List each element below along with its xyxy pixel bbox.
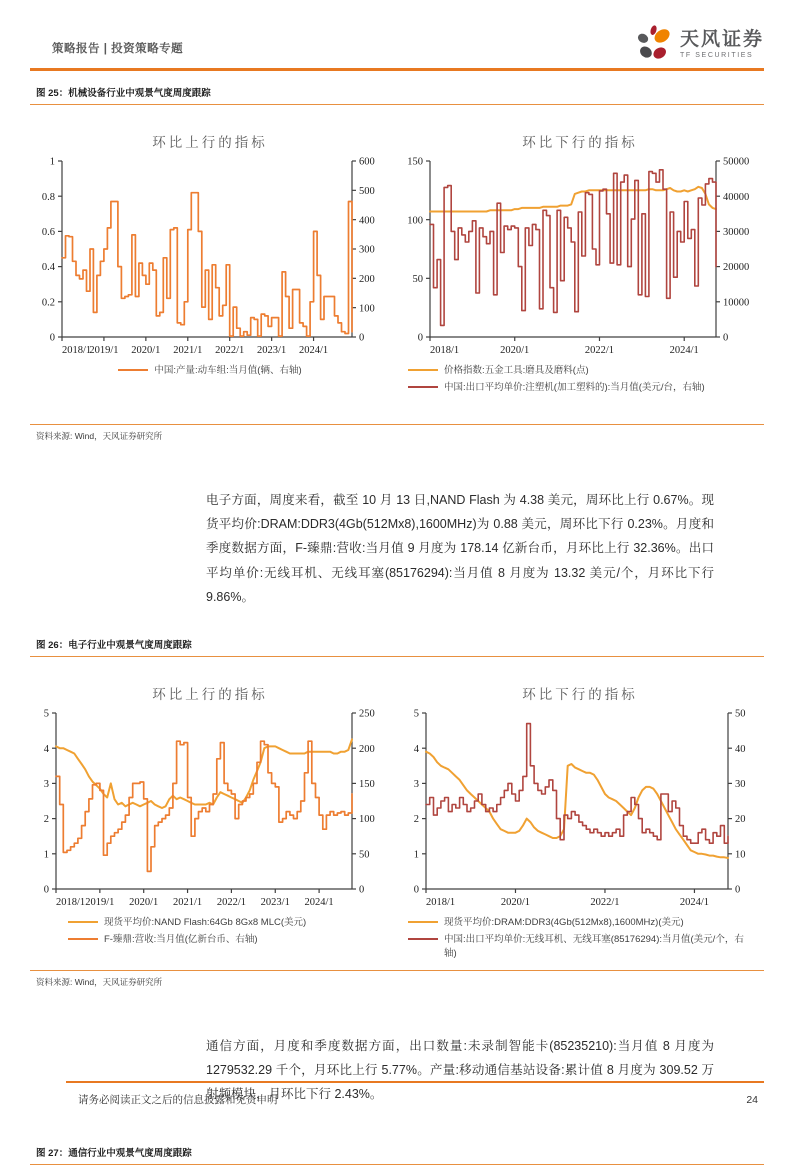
- logo-text: [680, 30, 764, 59]
- svg-text:250: 250: [359, 709, 375, 721]
- legend-swatch: [408, 921, 438, 923]
- logo-name-cn: 天风证券: [679, 28, 764, 50]
- chart-machinery-up: [32, 153, 388, 361]
- svg-text:100: 100: [359, 303, 375, 315]
- svg-text:1: 1: [49, 156, 55, 168]
- svg-text:0: 0: [417, 332, 423, 344]
- svg-text:2023/1: 2023/1: [257, 345, 287, 356]
- svg-text:500: 500: [359, 185, 375, 197]
- chart-electronics-down: [398, 705, 762, 913]
- svg-text:0: 0: [723, 332, 729, 344]
- paragraph-electronics: 电子方面，周度来看，截至 10 月 13 日,NAND Flash 为 4.38 美元，周环比上行 0.67%。现货平均价:DRAM:DDR3(4Gb(512Mx8),1600MHz)为 0.88 美元，周环比下行 0.23%。月度和季度数据方面，F-臻鼎:营收:当月值 9 月度为 178.14 亿新台币，月环比上行 32.36%。出口平均单价:无线耳机、无线耳塞(85176294):当月值 8 月度为 13.32 美元/个，月环比下行 9.86%。: [206, 492, 714, 605]
- chart-machinery-down: [398, 153, 762, 361]
- svg-text:0.8: 0.8: [41, 191, 55, 203]
- chart-electronics-down-box: [398, 683, 762, 963]
- svg-text:10000: 10000: [723, 297, 750, 309]
- svg-text:50000: 50000: [723, 156, 750, 168]
- legend-label: 中国:产量:动车组:当月值(辆、右轴): [154, 365, 302, 376]
- report-type-title: 策略报告 | 投资策略专题: [52, 43, 184, 55]
- chart-legend: [68, 916, 388, 950]
- figure-27-caption: 图 27：通信行业中观景气度周度跟踪: [30, 1143, 764, 1165]
- svg-text:0: 0: [359, 885, 365, 897]
- svg-text:40: 40: [735, 744, 746, 756]
- paragraph-communications: 通信方面，月度和季度数据方面，出口数量:未录制智能卡(85235210):当月值 8 月度为 1279532.29 千个，月环比上行 5.77%。产量:移动通信基站设备:累计值 8 月度为 309.52 万射频模块，月环比下行 2.43%。: [206, 1038, 714, 1102]
- figure-25-source: 资料来源: Wind，天风证券研究所: [30, 424, 764, 442]
- svg-text:2019/1: 2019/1: [89, 345, 119, 356]
- svg-text:2018/1: 2018/1: [56, 897, 86, 909]
- svg-text:30: 30: [735, 779, 746, 791]
- svg-text:50: 50: [412, 273, 423, 285]
- chart-electronics-up: [32, 705, 388, 913]
- legend-swatch: [408, 369, 438, 371]
- svg-text:30000: 30000: [723, 227, 750, 238]
- tf-securities-logo: [635, 24, 764, 66]
- svg-text:2024/1: 2024/1: [669, 345, 699, 356]
- chart-title: 环比下行的指标: [522, 135, 638, 150]
- legend-item: [68, 933, 388, 947]
- svg-text:4: 4: [413, 744, 419, 756]
- legend-swatch: [408, 938, 438, 940]
- figure-25-caption: 图 25：机械设备行业中观景气度周度跟踪: [30, 83, 764, 105]
- svg-text:2023/1: 2023/1: [260, 897, 290, 909]
- legend-label: 现货平均价:DRAM:DDR3(4Gb(512Mx8),1600MHz)(美元): [444, 917, 684, 929]
- figure-25-charts: [30, 131, 764, 398]
- legend-label: 现货平均价:NAND Flash:64Gb 8Gx8 MLC(美元): [104, 917, 307, 929]
- svg-text:2024/1: 2024/1: [679, 897, 710, 909]
- svg-text:2022/1: 2022/1: [584, 345, 615, 356]
- legend-item: [408, 364, 762, 378]
- legend-item: [408, 381, 762, 395]
- chart-legend: [408, 916, 762, 963]
- svg-text:100: 100: [407, 215, 423, 227]
- svg-text:3: 3: [43, 779, 49, 791]
- svg-text:200: 200: [359, 273, 375, 285]
- legend-item: [68, 916, 388, 930]
- svg-text:40000: 40000: [723, 191, 750, 203]
- svg-text:3: 3: [413, 779, 419, 791]
- svg-text:2024/1: 2024/1: [304, 897, 334, 909]
- svg-text:2019/1: 2019/1: [85, 897, 115, 909]
- chart-title: 环比下行的指标: [522, 687, 638, 703]
- svg-text:1: 1: [43, 849, 49, 861]
- svg-text:0: 0: [49, 332, 55, 344]
- svg-text:1: 1: [413, 849, 419, 861]
- svg-text:0.4: 0.4: [41, 262, 55, 274]
- svg-text:4: 4: [43, 744, 49, 756]
- chart-machinery-down-box: [398, 131, 762, 398]
- svg-text:2022/1: 2022/1: [216, 897, 246, 909]
- legend-label: 中国:出口平均单价:无线耳机、无线耳塞(85176294):当月值(美元/个，右轴): [444, 934, 744, 959]
- svg-text:20: 20: [735, 814, 746, 826]
- svg-text:5: 5: [43, 709, 49, 721]
- svg-text:2020/1: 2020/1: [131, 345, 161, 356]
- svg-text:400: 400: [359, 215, 375, 227]
- svg-text:0: 0: [359, 332, 365, 344]
- svg-text:2021/1: 2021/1: [173, 345, 203, 356]
- page-footer: [30, 1081, 764, 1107]
- page-number: 24: [746, 1094, 758, 1106]
- legend-label: F-臻鼎:营收:当月值(亿新台币、右轴): [104, 934, 258, 946]
- tf-logo-flower-icon: [635, 24, 673, 64]
- figure-26-source: 资料来源: Wind，天风证券研究所: [30, 970, 764, 988]
- chart-legend: [408, 364, 762, 398]
- svg-text:150: 150: [359, 779, 375, 791]
- legend-item: [32, 364, 388, 378]
- svg-text:0.6: 0.6: [41, 227, 55, 238]
- svg-text:2020/1: 2020/1: [500, 897, 531, 909]
- logo-name-en: TF SECURITIES: [679, 51, 754, 59]
- legend-label: 价格指数:五金工具:磨具及磨料(点): [444, 365, 589, 376]
- svg-text:0: 0: [413, 885, 419, 897]
- svg-text:2: 2: [43, 814, 49, 826]
- svg-text:150: 150: [407, 156, 423, 168]
- svg-text:300: 300: [359, 244, 375, 256]
- chart-title: 环比上行的指标: [152, 687, 268, 703]
- svg-text:2020/1: 2020/1: [129, 897, 159, 909]
- legend-item: [408, 933, 762, 961]
- svg-text:2: 2: [413, 814, 419, 826]
- figure-26-charts: [30, 683, 764, 963]
- svg-text:50: 50: [735, 709, 746, 721]
- svg-text:2018/1: 2018/1: [426, 897, 456, 909]
- svg-text:10: 10: [735, 849, 746, 861]
- svg-text:600: 600: [359, 156, 375, 168]
- svg-text:2020/1: 2020/1: [500, 345, 530, 356]
- legend-swatch: [68, 938, 98, 940]
- svg-text:0: 0: [43, 885, 49, 897]
- chart-electronics-up-box: [32, 683, 388, 963]
- legend-swatch: [68, 921, 98, 923]
- figure-26-caption: 图 26：电子行业中观景气度周度跟踪: [30, 635, 764, 657]
- svg-text:100: 100: [359, 814, 375, 826]
- legend-item: [408, 916, 762, 930]
- svg-text:20000: 20000: [723, 262, 750, 274]
- svg-text:2022/1: 2022/1: [215, 345, 245, 356]
- chart-legend: [32, 364, 388, 381]
- svg-text:50: 50: [359, 849, 370, 861]
- svg-text:5: 5: [413, 709, 419, 721]
- legend-swatch: [118, 369, 148, 371]
- page-header: [30, 24, 764, 71]
- svg-text:2018/1: 2018/1: [430, 345, 460, 356]
- legend-swatch: [408, 386, 438, 388]
- svg-text:2022/1: 2022/1: [590, 897, 620, 909]
- legend-label: 中国:出口平均单价:注塑机(加工塑料的):当月值(美元/台，右轴): [444, 381, 705, 393]
- chart-title: 环比上行的指标: [152, 135, 268, 150]
- chart-machinery-up-box: [32, 131, 388, 398]
- svg-text:2024/1: 2024/1: [298, 345, 329, 356]
- svg-text:2021/1: 2021/1: [172, 897, 203, 909]
- svg-text:2018/1: 2018/1: [62, 345, 92, 356]
- svg-text:0.2: 0.2: [41, 297, 55, 309]
- svg-text:200: 200: [359, 744, 375, 756]
- svg-text:0: 0: [735, 885, 741, 897]
- footer-disclaimer: 请务必阅读正文之后的信息披露和免责申明: [78, 1094, 278, 1106]
